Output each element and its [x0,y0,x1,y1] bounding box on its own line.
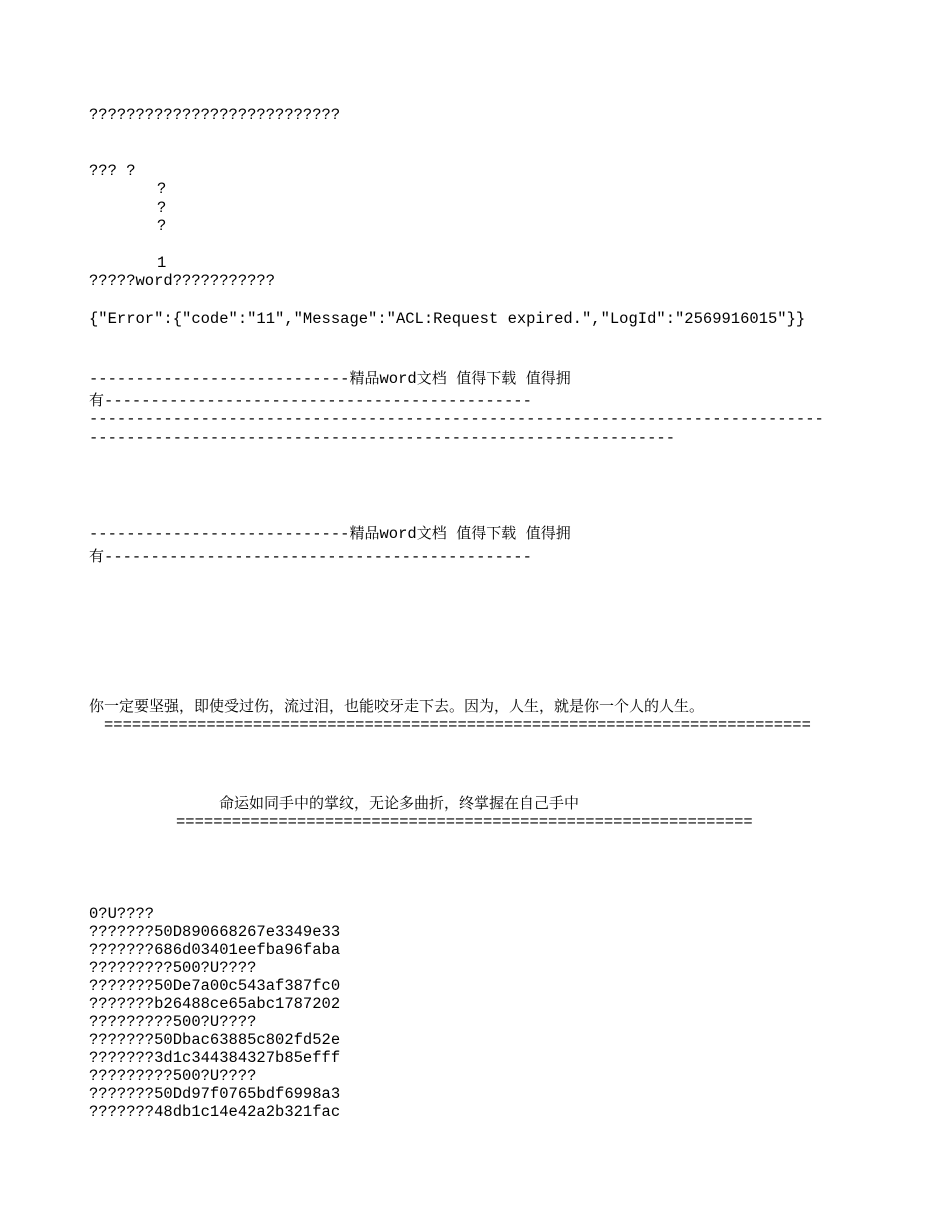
list-item: ?????????500?U???? [89,959,257,977]
list-item: ???????b26488ce65abc1787202 [89,995,341,1013]
quote1-text: 你一定要坚强，即使受过伤，流过泪，也能咬牙走下去。因为，人生，就是你一个人的人生。 [89,697,705,715]
banner1-line2-char: 有 [89,391,105,409]
error-message: {"Error":{"code":"11","Message":"ACL:Request expired.","LogId":"2569916015"}} [89,310,806,328]
banner2-line2-dashes: ---------------------------------------------- [104,548,532,566]
banner1-text-part1: 精品 [349,369,380,387]
hash-list [89,905,340,1121]
banner2-line1 [89,524,571,543]
list-item: ???????50D890668267e3349e33 [89,923,341,941]
banner2-line2 [89,547,532,566]
banner1-text-part2: 文档 值得下载 值得拥 [416,369,571,387]
list-item: ???????50Dd97f0765bdf6998a3 [89,1085,341,1103]
word-line: ?????word??????????? [89,272,276,290]
banner2-line2-char: 有 [89,547,105,565]
garbled-title: ??????????????????????????? [89,106,341,124]
quote1-rule: ============================================================================ [104,716,811,734]
banner1-line2 [89,391,532,410]
quote2-rule: ============================================================== [176,813,753,831]
list-item: ???????50Dbac63885c802fd52e [89,1031,341,1049]
list-item: ???????48db1c14e42a2b321fac [89,1103,341,1121]
garbled-line-d: ? [157,217,167,235]
list-item: 0?U???? [89,905,155,923]
garbled-line-c: ? [157,199,167,217]
quote2-text: 命运如同手中的掌纹，无论多曲折，终掌握在自己手中 [219,794,580,812]
banner1-line2-dashes: ---------------------------------------------- [104,392,532,410]
banner1-line4: --------------------------------------------------------------- [89,429,675,447]
banner2-dashes: ---------------------------- [89,525,350,543]
banner1-line3: ------------------------------------------------------------------------------- [89,410,824,428]
garbled-line-a: ??? ? [89,162,136,180]
banner1-text-word: word [379,370,417,388]
list-item: ???????3d1c344384327b85efff [89,1049,341,1067]
banner1-line1 [89,369,571,388]
banner2-text-part1: 精品 [349,524,380,542]
list-item: ?????????500?U???? [89,1013,257,1031]
garbled-line-b: ? [157,180,167,198]
page-number: 1 [157,254,167,272]
banner1-dashes: ---------------------------- [89,370,350,388]
banner2-text-part2: 文档 值得下载 值得拥 [416,524,571,542]
banner2-text-word: word [379,525,417,543]
list-item: ???????50De7a00c543af387fc0 [89,977,341,995]
list-item: ?????????500?U???? [89,1067,257,1085]
list-item: ???????686d03401eefba96faba [89,941,341,959]
